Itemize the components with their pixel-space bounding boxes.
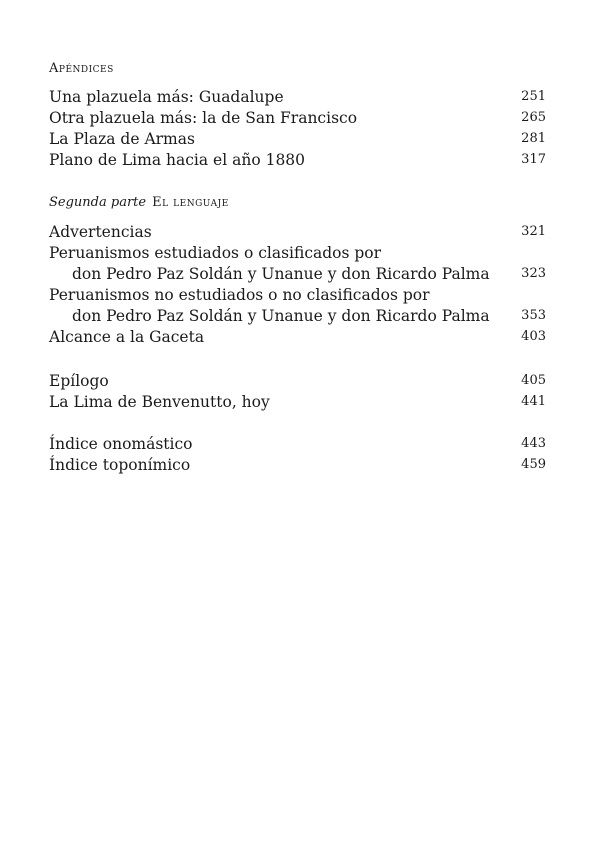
toc-entry-title: Otra plazuela más: la de San Francisco (49, 109, 358, 127)
toc-entry-page: 353 (521, 308, 546, 323)
toc-entry-title: don Pedro Paz Soldán y Unanue y don Ricardo Palma (72, 265, 490, 283)
toc-entry-title: La Lima de Benvenutto, hoy (49, 393, 270, 411)
toc-entry-page: 281 (521, 131, 546, 146)
toc-entry-page: 317 (521, 152, 546, 167)
toc-entry-title: Una plazuela más: Guadalupe (49, 88, 284, 106)
toc-entry-page: 403 (521, 329, 546, 344)
section-heading-apendices (49, 62, 114, 75)
toc-entry-page: 459 (521, 457, 546, 472)
toc-entry (49, 242, 546, 264)
toc-entry-title: Peruanismos estudiados o clasificados por (49, 244, 382, 262)
toc-entry-page: 265 (521, 110, 546, 125)
toc-entry-title: Peruanismos no estudiados o no clasificados por (49, 286, 430, 304)
toc-entry (49, 284, 546, 306)
toc-entry (49, 454, 546, 476)
toc-entry (49, 107, 546, 129)
toc-entry-title: Epílogo (49, 372, 109, 390)
toc-entry-page: 405 (521, 373, 546, 388)
toc-entry-title: don Pedro Paz Soldán y Unanue y don Ricardo Palma (72, 307, 490, 325)
toc-entry-page: 251 (521, 89, 546, 104)
toc-entry (49, 221, 546, 243)
toc-entry (49, 370, 546, 392)
toc-entry-title: Advertencias (49, 223, 152, 241)
toc-entry-page: 323 (521, 266, 546, 281)
toc-entry-title: La Plaza de Armas (49, 130, 195, 148)
toc-entry-title: Índice toponímico (49, 456, 191, 474)
section-heading-text: El lenguaje (152, 195, 229, 210)
toc-entry (49, 433, 546, 455)
toc-entry-page: 443 (521, 436, 546, 451)
toc-entry-continuation (72, 263, 546, 285)
toc-entry-title: Alcance a la Gaceta (49, 328, 205, 346)
toc-entry (49, 149, 546, 171)
toc-entry (49, 326, 546, 348)
section-heading-segunda-parte (49, 196, 229, 209)
toc-entry-page: 321 (521, 224, 546, 239)
toc-entry (49, 86, 546, 108)
toc-entry-title: Índice onomástico (49, 435, 193, 453)
toc-entry-page: 441 (521, 394, 546, 409)
section-heading-part-label: Segunda parte (49, 195, 147, 210)
toc-entry-title: Plano de Lima hacia el año 1880 (49, 151, 306, 169)
toc-entry (49, 391, 546, 413)
toc-entry (49, 128, 546, 150)
section-heading-text: Apéndices (49, 61, 114, 76)
toc-entry-continuation (72, 305, 546, 327)
